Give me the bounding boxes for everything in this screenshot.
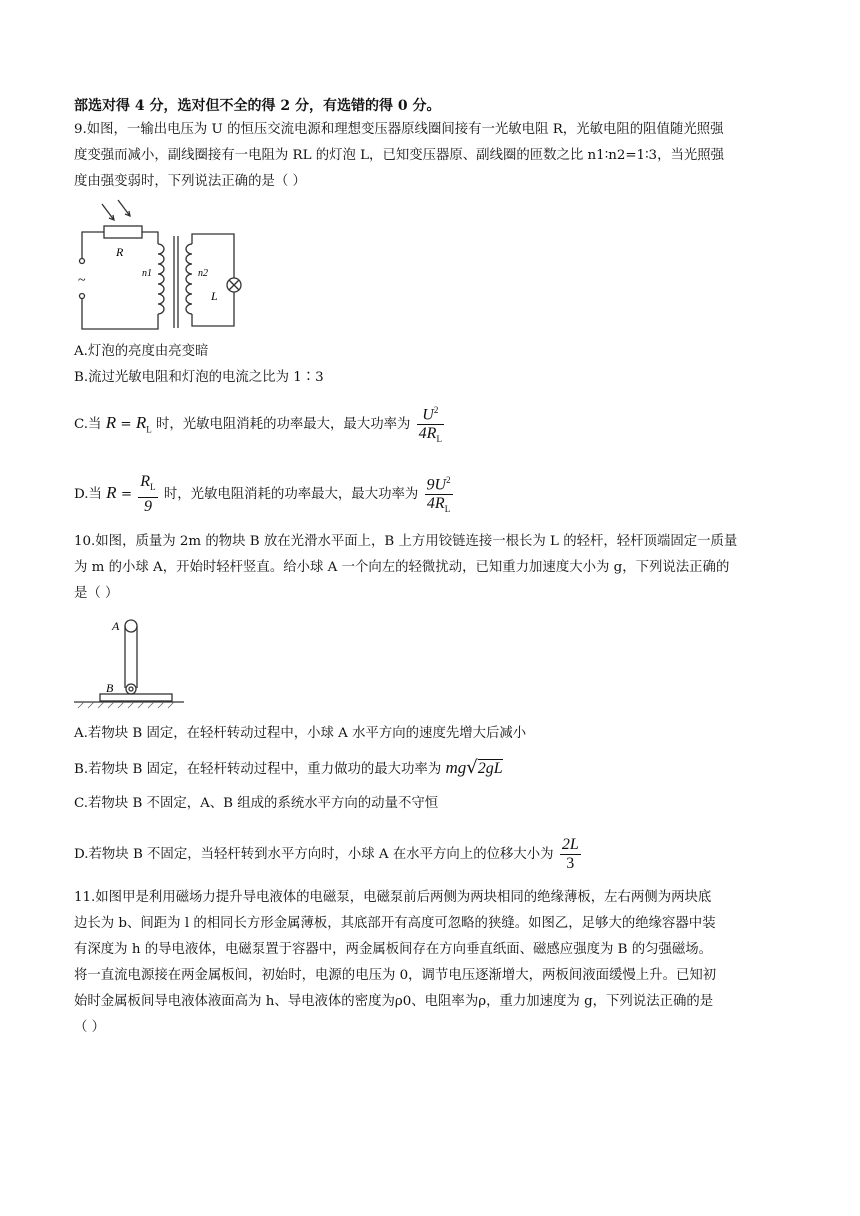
q10-stem-line-1: 10.如图，质量为 2m 的物块 B 放在光滑水平面上，B 上方用铰链连接一根长为 L 的轻杆，轻杆顶端固定一质量	[74, 534, 738, 549]
q10-rod-block-diagram	[74, 612, 184, 712]
q11-stem-line-6: （ ）	[74, 1020, 106, 1035]
section-header: 部选对得 4 分，选对但不全的得 2 分，有选错的得 0 分。	[74, 98, 441, 114]
fig-label-source: ~	[78, 273, 86, 288]
q9-option-a: A.灯泡的亮度由亮变暗	[74, 344, 209, 359]
fig-label-n1: n1	[142, 268, 152, 279]
fig-label-B: B	[106, 681, 114, 695]
q10-option-a: A.若物块 B 固定，在轻杆转动过程中，小球 A 水平方向的速度先增大后减小	[74, 726, 527, 741]
q9-option-c: C.当 $R = R_L$ 时，光敏电阻消耗的功率最大，最大功率为 $\frac{U^2}{4R_L}$	[74, 400, 446, 452]
fig-label-R: R	[116, 245, 124, 259]
q10-stem-line-2: 为 m 的小球 A，开始时轻杆竖直。给小球 A 一个向左的轻微扰动，已知重力加速度大小为 g，下列说法正确的	[74, 560, 730, 575]
q11-stem-line-1: 11.如图甲是利用磁场力提升导电液体的电磁泵，电磁泵前后两侧为两块相同的绝缘薄板，左右两侧为两块底	[74, 890, 712, 905]
q10-option-c: C.若物块 B 不固定，A、B 组成的系统水平方向的动量不守恒	[74, 796, 439, 811]
q10-option-d: D.若物块 B 不固定，当轻杆转到水平方向时，小球 A 在水平方向上的位移大小为 $\frac{2L}{3}$	[74, 836, 579, 872]
q11-stem-line-2: 边长为 b、间距为 l 的相同长方形金属薄板，其底部开有高度可忽略的狭缝。如图乙，足够大的绝缘容器中装	[74, 916, 716, 931]
q11-stem-line-5: 始时金属板间导电液体液面高为 h、导电液体的密度为ρ0、电阻率为ρ，重力加速度为 g，下列说法正确的是	[74, 994, 714, 1009]
q9-option-d: D.当 R = $\frac{R_L}{9}$ 时，光敏电阻消耗的功率最大，最大功率为 $\frac{9U^2}{4R_L}$	[74, 470, 455, 518]
q9-stem-line-3: 度由强变弱时，下列说法正确的是（ ）	[74, 174, 306, 189]
q10-option-b: B.若物块 B 固定，在轻杆转动过程中，重力做功的最大功率为 mg√2gL	[74, 757, 503, 778]
q10-stem-line-3: 是（ ）	[74, 586, 119, 601]
fig-label-L: L	[211, 289, 218, 303]
q9-stem-line-1: 9.如图，一输出电压为 U 的恒压交流电源和理想变压器原线圈间接有一光敏电阻 R，光敏电阻的阻值随光照强	[74, 122, 724, 137]
q9-option-b: B.流过光敏电阻和灯泡的电流之比为 1∶3	[74, 370, 324, 385]
q11-stem-line-4: 将一直流电源接在两金属板间，初始时，电源的电压为 0，调节电压逐渐增大，两板间液面缓慢上升。已知初	[74, 968, 717, 983]
q11-stem-line-3: 有深度为 h 的导电液体，电磁泵置于容器中，两金属板间存在方向垂直纸面、磁感应强度为 B 的匀强磁场。	[74, 942, 713, 957]
q9-circuit-diagram	[74, 196, 254, 336]
q9-stem-line-2: 度变强而减小，副线圈接有一电阻为 RL 的灯泡 L，已知变压器原、副线圈的匝数之比 n1∶n2=1∶3，当光照强	[74, 148, 725, 163]
fig-label-n2: n2	[198, 268, 208, 279]
fig-label-A: A	[112, 619, 120, 633]
